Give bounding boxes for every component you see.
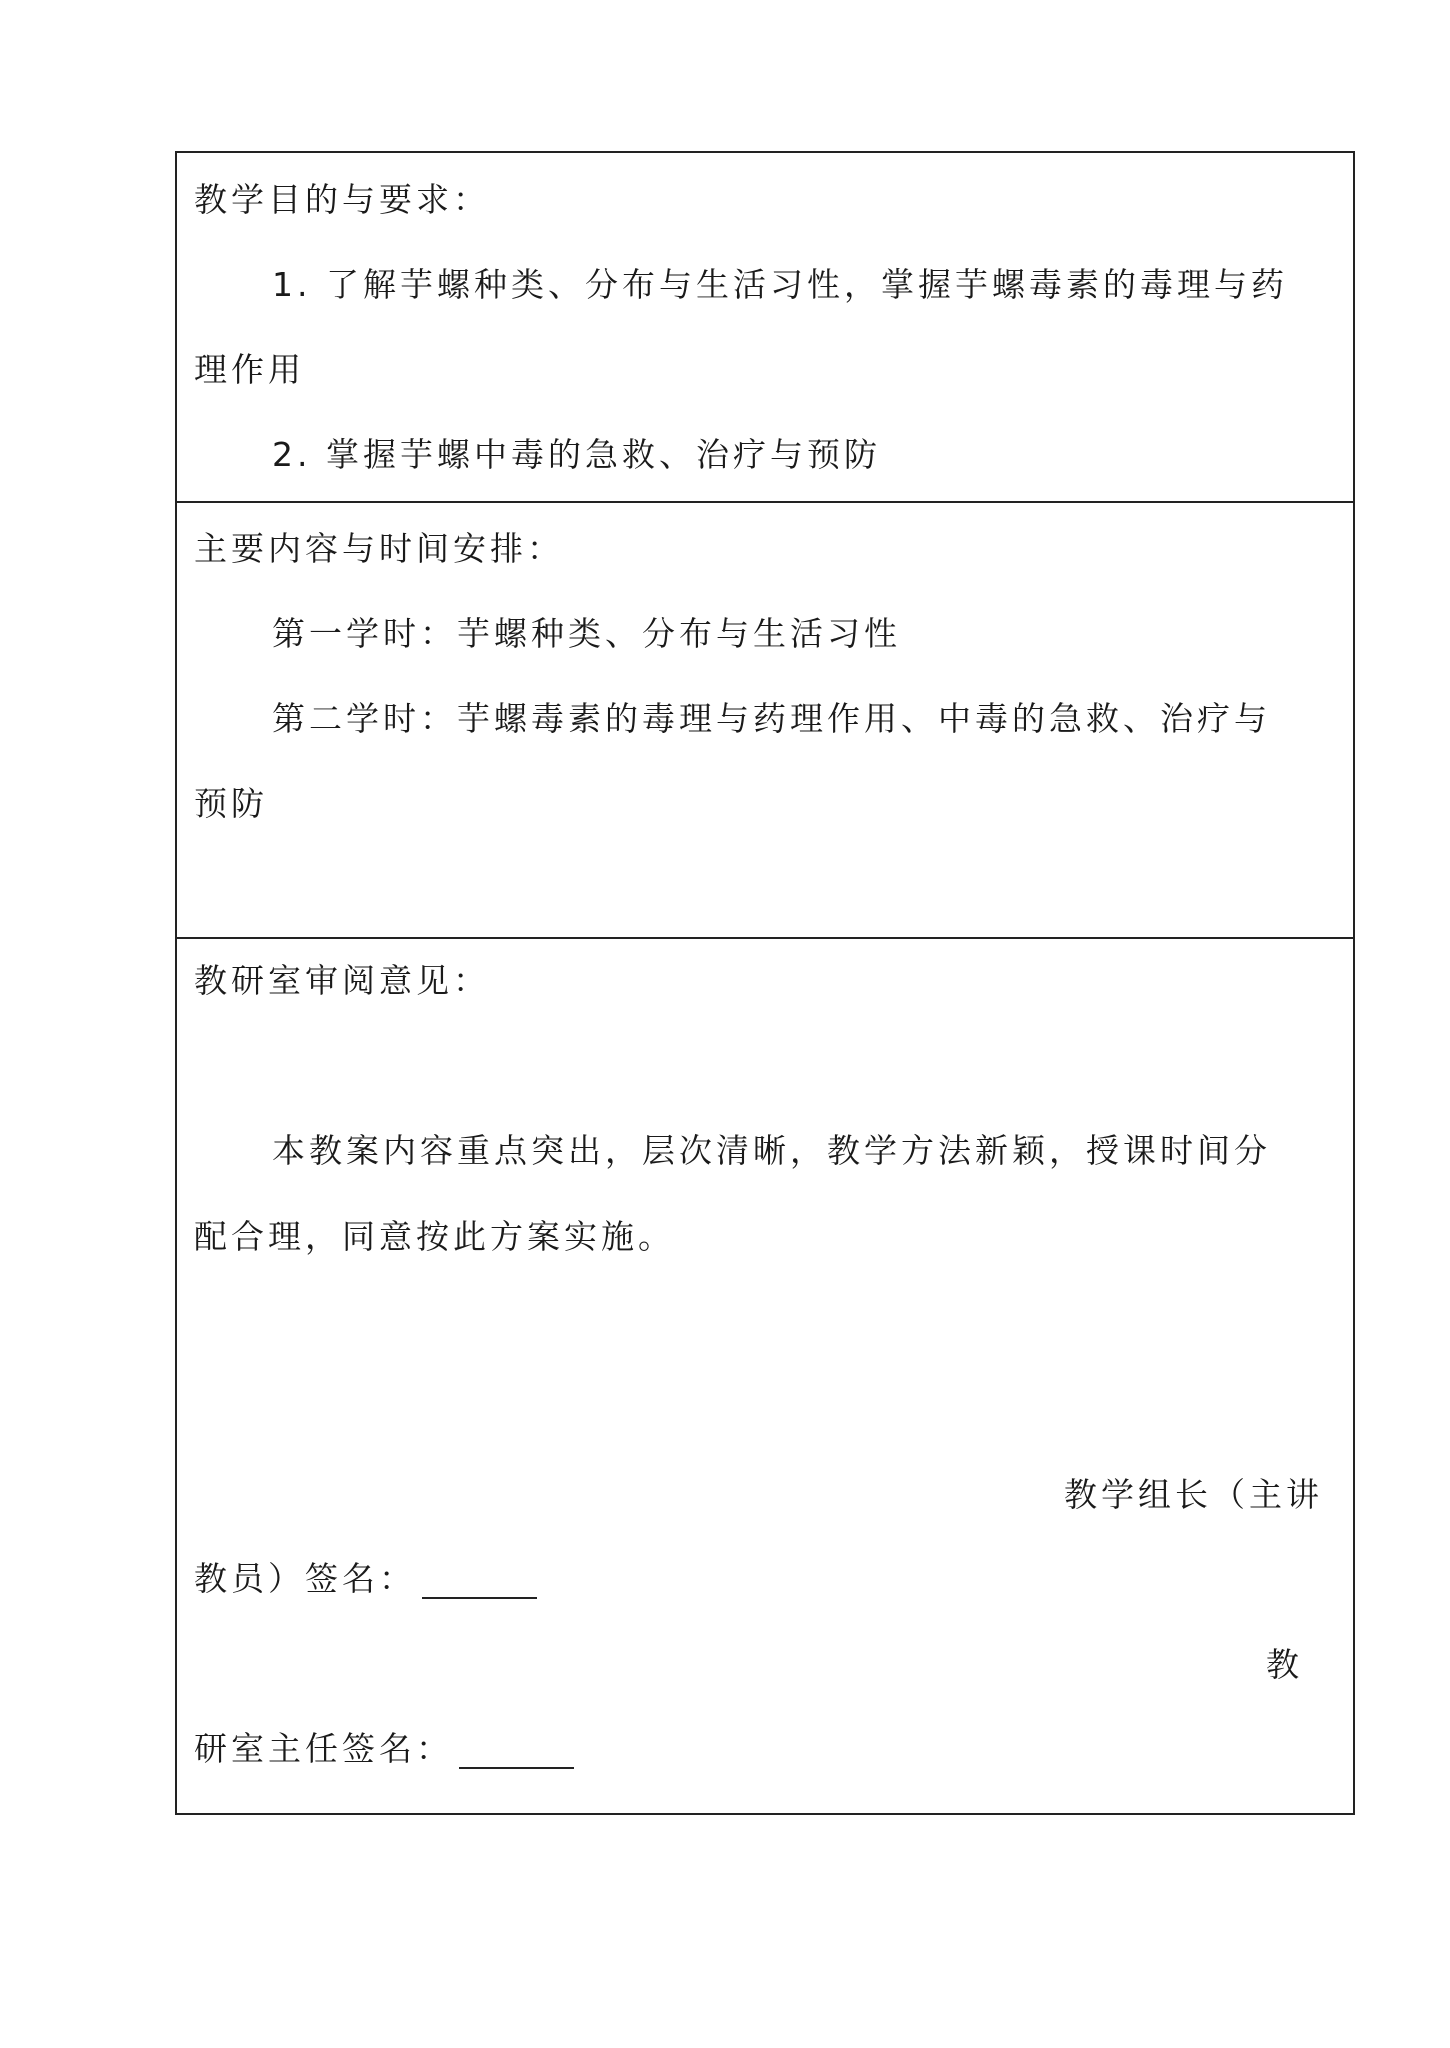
objective-item-1-continued: 理作用: [194, 350, 305, 389]
review-section: [177, 939, 1353, 1813]
leader-signature-row: [194, 1559, 537, 1599]
period-1-text: 第一学时：芋螺种类、分布与生活习性: [272, 614, 901, 653]
lesson-plan-form: [175, 151, 1355, 1815]
objective-item-2: 2. 掌握芋螺中毒的急救、治疗与预防: [272, 435, 881, 474]
objectives-heading: 教学目的与要求：: [194, 180, 490, 219]
director-signature-label-continued: 研室主任签名：: [194, 1729, 453, 1768]
period-2-text: 第二学时：芋螺毒素的毒理与药理作用、中毒的急救、治疗与: [272, 699, 1271, 738]
content-schedule-section: [177, 503, 1353, 939]
leader-signature-label-continued: 教员）签名：: [194, 1559, 416, 1598]
review-opinion: 本教案内容重点突出，层次清晰，教学方法新颖，授课时间分: [272, 1131, 1271, 1170]
objectives-section: [177, 153, 1353, 503]
objective-item-1: 1. 了解芋螺种类、分布与生活习性，掌握芋螺毒素的毒理与药: [272, 265, 1288, 304]
review-heading: 教研室审阅意见：: [194, 961, 490, 1000]
leader-signature-label: 教学组长（主讲: [1064, 1475, 1323, 1514]
review-opinion-continued: 配合理，同意按此方案实施。: [194, 1217, 675, 1256]
content-heading: 主要内容与时间安排：: [194, 529, 564, 568]
period-2-continued: 预防: [194, 784, 268, 823]
director-signature-row: [194, 1729, 574, 1769]
director-signature-label: 教: [1266, 1645, 1303, 1684]
director-signature-line[interactable]: [459, 1733, 574, 1769]
leader-signature-line[interactable]: [422, 1563, 537, 1599]
